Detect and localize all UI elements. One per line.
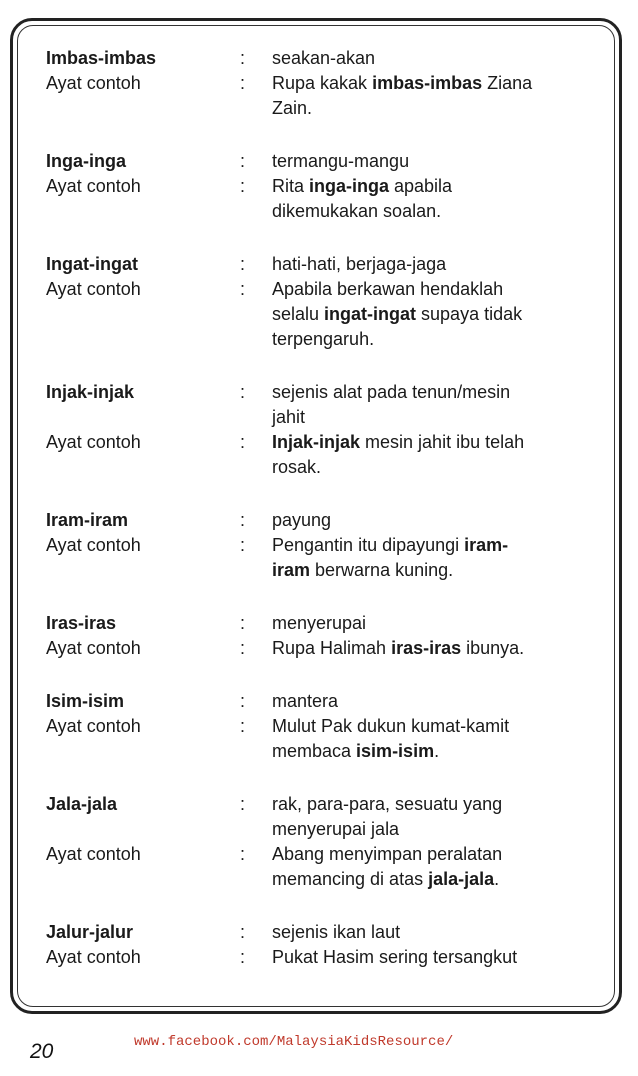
example-text: . <box>494 869 500 889</box>
example-line <box>272 71 594 96</box>
colon: : <box>240 73 246 93</box>
example-text: Rupa Halimah <box>272 638 392 658</box>
colon: : <box>240 638 246 658</box>
meaning <box>272 792 594 842</box>
colon: : <box>240 279 246 299</box>
example-text: mesin jahit ibu telah <box>360 432 525 452</box>
example-sentence <box>272 714 594 764</box>
colon: : <box>240 947 246 967</box>
example-sentence <box>272 842 594 892</box>
colon: : <box>240 535 246 555</box>
highlighted-headword: Injak-injak <box>272 432 361 452</box>
highlighted-headword: iram <box>272 560 311 580</box>
colon: : <box>240 844 246 864</box>
example-label: Ayat contoh <box>46 716 141 736</box>
example-sentence <box>272 277 594 352</box>
headword-row <box>46 611 594 636</box>
example-label: Ayat contoh <box>46 176 141 196</box>
example-text: Rupa kakak <box>272 73 373 93</box>
example-row <box>46 636 594 661</box>
example-text: berwarna kuning. <box>310 560 454 580</box>
example-label: Ayat contoh <box>46 432 141 452</box>
highlighted-headword: iram- <box>464 535 509 555</box>
meaning: payung <box>272 510 332 530</box>
example-sentence <box>272 430 594 480</box>
headword: Iram-iram <box>46 510 129 530</box>
meaning: mantera <box>272 691 339 711</box>
headword-row <box>46 380 594 430</box>
example-sentence <box>272 636 594 661</box>
highlighted-headword: jala-jala <box>428 869 495 889</box>
headword-row <box>46 252 594 277</box>
highlighted-headword: imbas-imbas <box>372 73 483 93</box>
meaning-line: menyerupai jala <box>272 819 400 839</box>
example-line <box>272 277 594 302</box>
entry-inga-inga <box>46 149 594 224</box>
example-row <box>46 842 594 892</box>
example-sentence <box>272 945 594 970</box>
example-label: Ayat contoh <box>46 947 141 967</box>
colon: : <box>240 48 246 68</box>
example-line <box>272 430 594 455</box>
entry-iram-iram <box>46 508 594 583</box>
example-line <box>272 636 594 661</box>
example-text: membaca <box>272 741 357 761</box>
colon: : <box>240 510 246 530</box>
colon: : <box>240 382 246 402</box>
colon: : <box>240 254 246 274</box>
colon: : <box>240 691 246 711</box>
example-line <box>272 174 594 199</box>
meaning-line: jahit <box>272 407 306 427</box>
example-line <box>272 199 594 224</box>
example-row <box>46 714 594 764</box>
headword-row <box>46 920 594 945</box>
headword: Iras-iras <box>46 613 117 633</box>
colon: : <box>240 613 246 633</box>
headword: Jala-jala <box>46 794 118 814</box>
headword: Jalur-jalur <box>46 922 134 942</box>
headword: Ingat-ingat <box>46 254 138 274</box>
entry-jalur-jalur <box>46 920 594 970</box>
example-line <box>272 945 594 970</box>
meaning <box>272 380 594 430</box>
highlighted-headword: ingat-ingat <box>324 304 417 324</box>
entry-iras-iras <box>46 611 594 661</box>
example-label: Ayat contoh <box>46 844 141 864</box>
example-line <box>272 96 594 121</box>
example-row <box>46 71 594 121</box>
example-text: . <box>434 741 440 761</box>
facebook-url-link[interactable]: www.facebook.com/MalaysiaKidsResource/ <box>134 1034 454 1050</box>
example-text: ibunya. <box>461 638 525 658</box>
example-sentence <box>272 174 594 224</box>
example-sentence <box>272 71 594 121</box>
headword-row <box>46 149 594 174</box>
example-text: Zain. <box>272 98 313 118</box>
colon: : <box>240 922 246 942</box>
example-row <box>46 277 594 352</box>
headword: Isim-isim <box>46 691 125 711</box>
meaning: hati-hati, berjaga-jaga <box>272 254 447 274</box>
example-text: memancing di atas <box>272 869 429 889</box>
example-row <box>46 533 594 583</box>
example-line <box>272 867 594 892</box>
headword-row <box>46 508 594 533</box>
example-text: dikemukakan soalan. <box>272 201 442 221</box>
entry-isim-isim <box>46 689 594 764</box>
example-label: Ayat contoh <box>46 638 141 658</box>
dictionary-entries <box>46 46 594 970</box>
entry-imbas-imbas <box>46 46 594 121</box>
example-text: Abang menyimpan peralatan <box>272 844 503 864</box>
colon: : <box>240 432 246 452</box>
example-text: Apabila berkawan hendaklah <box>272 279 504 299</box>
example-line <box>272 739 594 764</box>
headword: Inga-inga <box>46 151 126 171</box>
headword: Injak-injak <box>46 382 135 402</box>
example-text: terpengaruh. <box>272 329 375 349</box>
example-text: Ziana <box>482 73 533 93</box>
example-text: Pukat Hasim sering tersangkut <box>272 947 518 967</box>
page-number: 20 <box>30 1040 54 1063</box>
example-text: supaya tidak <box>416 304 523 324</box>
entry-injak-injak <box>46 380 594 480</box>
headword: Imbas-imbas <box>46 48 157 68</box>
example-line <box>272 842 594 867</box>
headword-row <box>46 46 594 71</box>
example-line <box>272 714 594 739</box>
headword-row <box>46 792 594 842</box>
meaning: sejenis ikan laut <box>272 922 401 942</box>
example-row <box>46 430 594 480</box>
entry-ingat-ingat <box>46 252 594 352</box>
colon: : <box>240 151 246 171</box>
colon: : <box>240 794 246 814</box>
example-label: Ayat contoh <box>46 73 141 93</box>
example-sentence <box>272 533 594 583</box>
example-line <box>272 455 594 480</box>
colon: : <box>240 716 246 736</box>
example-row <box>46 174 594 224</box>
example-line <box>272 302 594 327</box>
highlighted-headword: iras-iras <box>391 638 462 658</box>
highlighted-headword: isim-isim <box>356 741 435 761</box>
meaning: menyerupai <box>272 613 367 633</box>
example-text: Rita <box>272 176 310 196</box>
example-text: apabila <box>389 176 453 196</box>
example-line <box>272 533 594 558</box>
example-text: Mulut Pak dukun kumat-kamit <box>272 716 510 736</box>
headword-row <box>46 689 594 714</box>
example-text: selalu <box>272 304 325 324</box>
colon: : <box>240 176 246 196</box>
example-line <box>272 558 594 583</box>
example-row <box>46 945 594 970</box>
highlighted-headword: inga-inga <box>309 176 390 196</box>
example-text: Pengantin itu dipayungi <box>272 535 465 555</box>
example-label: Ayat contoh <box>46 535 141 555</box>
meaning: seakan-akan <box>272 48 376 68</box>
example-text: rosak. <box>272 457 322 477</box>
entry-jala-jala <box>46 792 594 892</box>
example-line <box>272 327 594 352</box>
example-label: Ayat contoh <box>46 279 141 299</box>
meaning-line: rak, para-para, sesuatu yang <box>272 794 503 814</box>
meaning-line: sejenis alat pada tenun/mesin <box>272 382 511 402</box>
meaning: termangu-mangu <box>272 151 410 171</box>
